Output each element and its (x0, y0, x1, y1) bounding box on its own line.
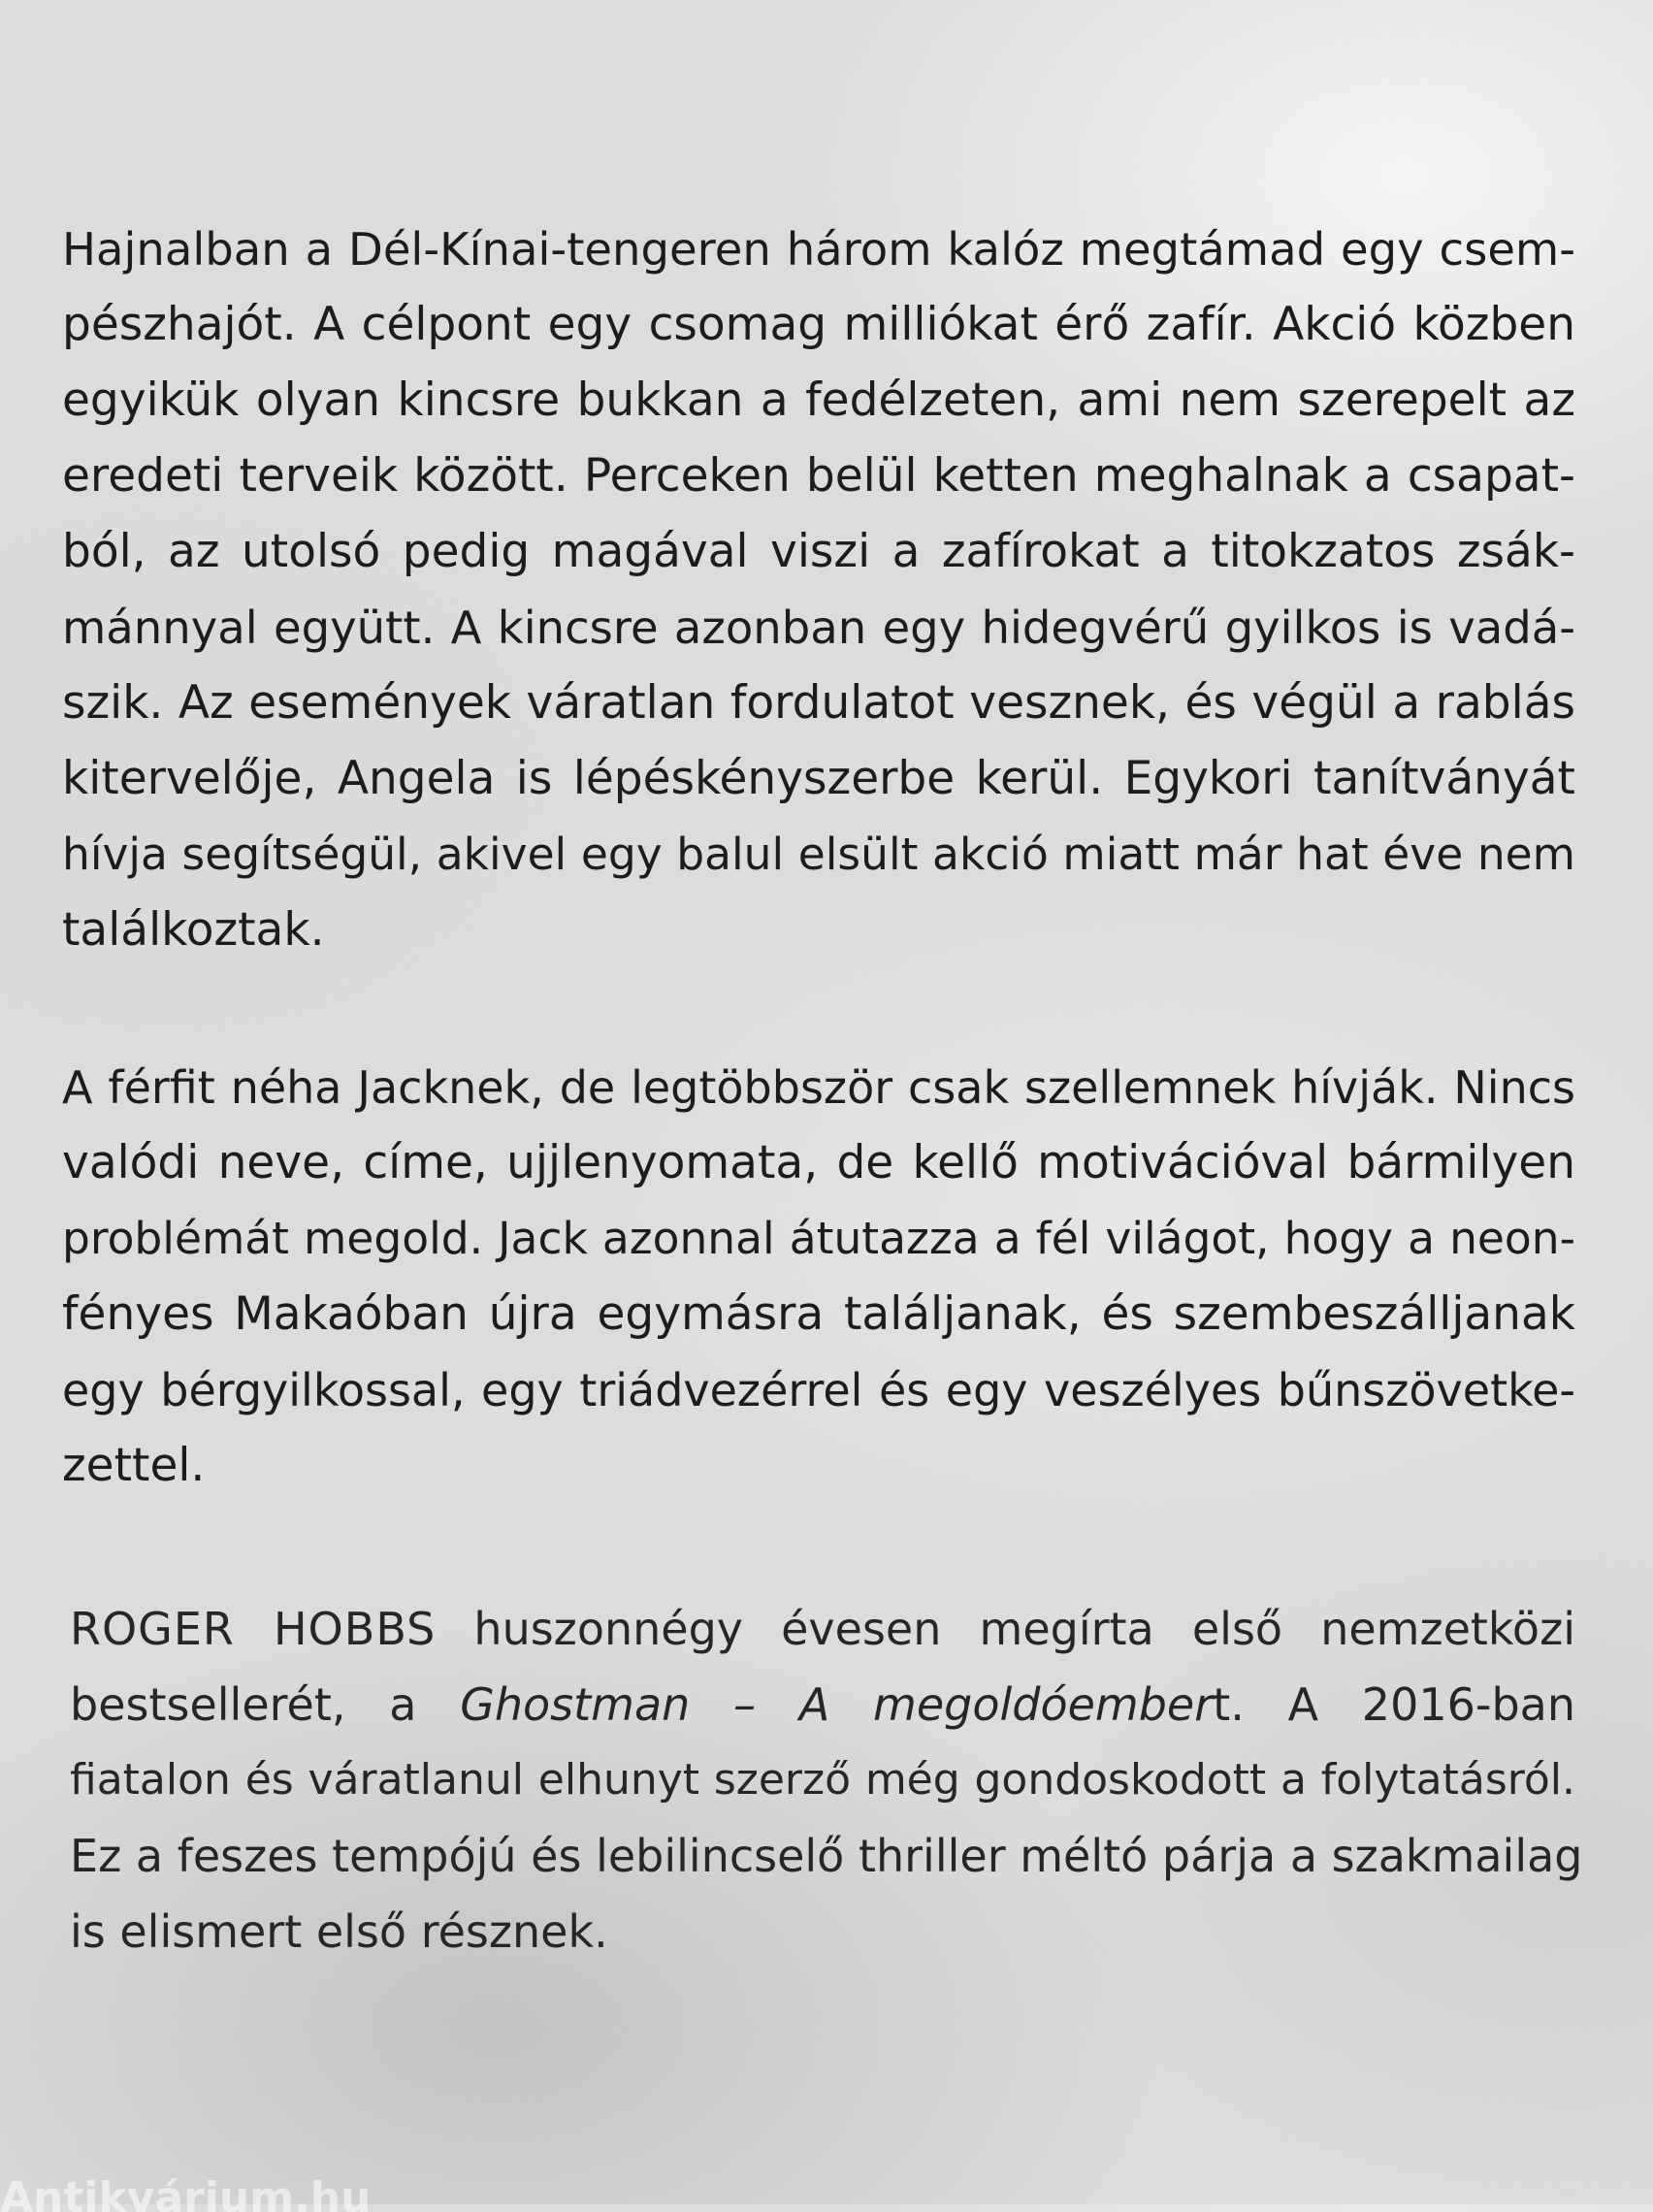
text-fragment: bestsellerét, a (70, 1678, 461, 1731)
text-line: Hajnalban a Dél-Kínai-tengeren három kalóz megtámad egy csem- (62, 223, 1575, 276)
text-line: pészhajót. A célpont egy csomag milliókat érő zafír. Akció közben (62, 298, 1575, 351)
text-line: szik. Az események váratlan fordulatot vesznek, és végül a rablás (62, 676, 1575, 730)
text-line: találkoztak. (62, 903, 325, 957)
text-line: fiatalon és váratlanul elhunyt szerző még gondoskodott a folytatásról. (70, 1755, 1575, 1805)
text-line: zettel. (62, 1439, 206, 1492)
text-line: egyikük olyan kincsre bukkan a fedélzeten, ami nem szerepelt az (62, 374, 1575, 427)
author-name: ROGER HOBBS (70, 1603, 437, 1655)
synopsis-paragraph-1 (62, 211, 1575, 968)
text-line: kitervelője, Angela is lépéskényszerbe kerül. Egykori tanítványát (62, 752, 1575, 805)
text-line: mánnyal együtt. A kincsre azonban egy hidegvérű gyilkos is vadá- (62, 602, 1575, 654)
text-line: is elismert első résznek. (70, 1905, 608, 1958)
text-line: A férfit néha Jacknek, de legtöbbször csak szellemnek hívják. Nincs (62, 1061, 1575, 1114)
text-line: eredeti terveik között. Perceken belül ketten meghalnak a csapat- (62, 449, 1575, 503)
text-line: hívja segítségül, akivel egy balul elsült akció miatt már hat éve nem (62, 829, 1575, 880)
text-line (70, 1591, 1575, 1667)
author-bio-paragraph (62, 1591, 1583, 1969)
text-line: egy bérgyilkossal, egy triádvezérrel és egy veszélyes bűnszövetke- (62, 1364, 1575, 1416)
text-line: fényes Makaóban újra egymásra találjanak, és szembeszálljanak (62, 1287, 1575, 1341)
text-line: valódi neve, címe, ujjlenyomata, de kellő motivációval bármilyen (62, 1136, 1575, 1189)
text-fragment: t. A 2016-ban (1213, 1678, 1576, 1731)
text-line: problémát megold. Jack azonnal átutazza a fél világot, hogy a neon- (62, 1213, 1575, 1264)
text-line: Ez a feszes tempójú és lebilincselő thriller méltó párja a szakmailag (70, 1830, 1583, 1882)
text-fragment: huszonnégy évesen megírta első nemzetközi (436, 1603, 1576, 1655)
text-line: ból, az utolsó pedig magával viszi a zafírokat a titokzatos zsák- (62, 525, 1575, 578)
book-title: Ghostman – A megoldóember (460, 1678, 1214, 1731)
synopsis-paragraph-2 (62, 1050, 1575, 1504)
watermark-text: Antikvárium.hu (0, 2173, 372, 2212)
book-back-cover-text (62, 211, 1583, 1969)
text-line (70, 1667, 1575, 1742)
